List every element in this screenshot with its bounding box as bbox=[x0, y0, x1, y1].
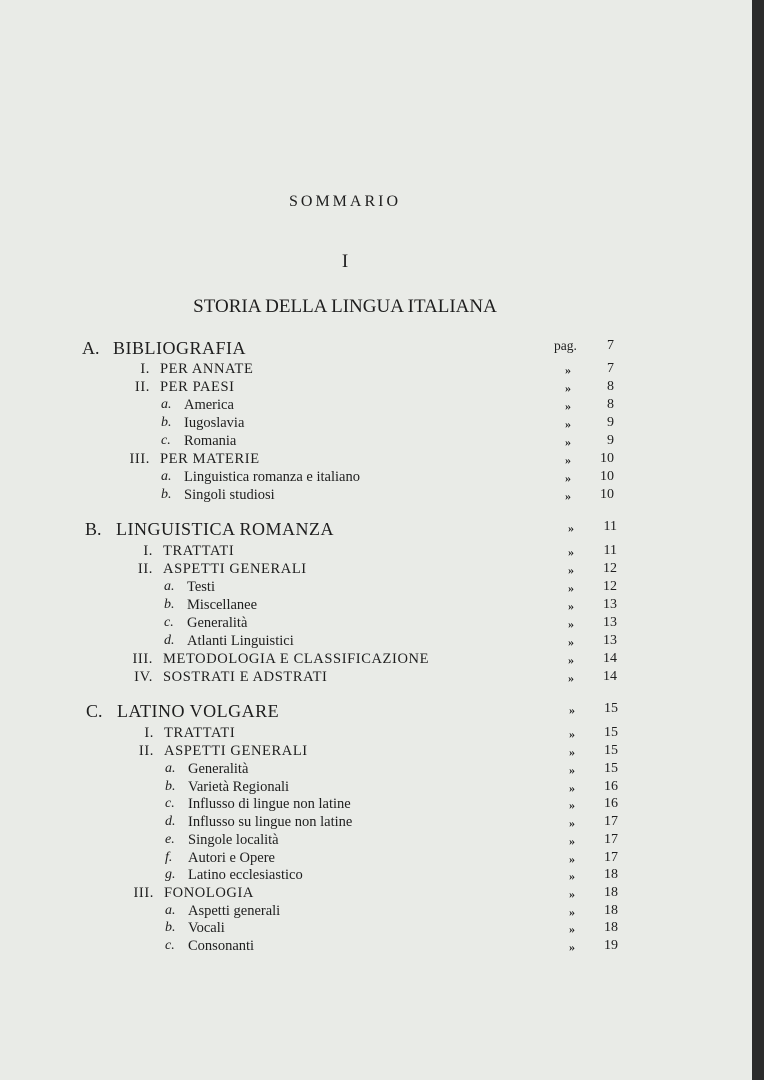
sommario-heading: SOMMARIO bbox=[288, 193, 401, 210]
section-letter: C. bbox=[86, 701, 103, 721]
subsection-numeral: I. bbox=[143, 543, 153, 559]
subsection-row bbox=[0, 451, 752, 471]
item-letter: a. bbox=[165, 761, 176, 776]
ditto-mark: » bbox=[568, 581, 574, 595]
page-number: 9 bbox=[607, 433, 614, 448]
page-number: 9 bbox=[607, 415, 614, 430]
item-letter: b. bbox=[164, 597, 175, 612]
page-number: 14 bbox=[603, 669, 617, 684]
subsection-title: SOSTRATI E ADSTRATI bbox=[163, 669, 328, 685]
item-title: Consonanti bbox=[188, 938, 255, 954]
section-title: LINGUISTICA ROMANZA bbox=[116, 519, 334, 539]
page-number: 7 bbox=[607, 338, 614, 353]
subsection-numeral: II. bbox=[134, 379, 150, 395]
ditto-mark: » bbox=[568, 635, 574, 649]
subsection-numeral: II. bbox=[138, 743, 154, 759]
item-title: Singoli studiosi bbox=[184, 487, 275, 503]
ditto-mark: » bbox=[569, 922, 575, 936]
subsection-title: TRATTATI bbox=[163, 543, 235, 559]
item-letter: a. bbox=[164, 579, 175, 594]
ditto-mark: » bbox=[569, 905, 575, 919]
subsection-numeral: III. bbox=[132, 651, 153, 667]
subsection-row bbox=[0, 543, 752, 563]
ditto-mark: » bbox=[569, 852, 575, 866]
page-number: 12 bbox=[603, 579, 617, 594]
item-letter: a. bbox=[161, 397, 172, 412]
item-letter: a. bbox=[161, 469, 172, 484]
page-number: 11 bbox=[603, 519, 617, 534]
ditto-mark: » bbox=[565, 399, 571, 413]
subsection-row bbox=[0, 561, 752, 581]
page-number: 8 bbox=[607, 397, 614, 412]
ditto-mark: » bbox=[568, 521, 574, 535]
page-number: 17 bbox=[604, 814, 618, 829]
subsection-numeral: III. bbox=[133, 885, 154, 901]
page-number: 13 bbox=[603, 597, 617, 612]
section-title: BIBLIOGRAFIA bbox=[113, 338, 247, 358]
ditto-mark: » bbox=[568, 563, 574, 577]
item-letter: c. bbox=[161, 433, 171, 448]
item-title: Generalità bbox=[188, 761, 249, 777]
subsection-title: TRATTATI bbox=[164, 725, 236, 741]
item-title: Romania bbox=[184, 433, 237, 449]
ditto-mark: » bbox=[568, 599, 574, 613]
item-letter: a. bbox=[165, 903, 176, 918]
page-edge-shadow bbox=[752, 0, 764, 1080]
item-title: Influsso di lingue non latine bbox=[188, 796, 351, 812]
item-row bbox=[0, 433, 752, 453]
ditto-mark: » bbox=[569, 887, 575, 901]
ditto-mark: » bbox=[565, 471, 571, 485]
page-number: 15 bbox=[604, 761, 618, 776]
item-title: Singole località bbox=[188, 832, 279, 848]
item-letter: d. bbox=[165, 814, 176, 829]
subsection-title: FONOLOGIA bbox=[164, 885, 254, 901]
item-row bbox=[0, 469, 752, 489]
subsection-row bbox=[0, 651, 752, 671]
ditto-mark: » bbox=[565, 435, 571, 449]
subsection-row bbox=[0, 361, 752, 381]
item-row bbox=[0, 814, 752, 834]
page-number: 19 bbox=[604, 938, 618, 953]
subsection-title: PER MATERIE bbox=[160, 451, 260, 467]
item-title: Autori e Opere bbox=[188, 850, 275, 866]
item-row bbox=[0, 796, 752, 816]
page-number: 12 bbox=[603, 561, 617, 576]
ditto-mark: » bbox=[569, 798, 575, 812]
page-number: 7 bbox=[607, 361, 614, 376]
subsection-row bbox=[0, 379, 752, 399]
page-number: 18 bbox=[604, 920, 618, 935]
item-letter: b. bbox=[161, 487, 172, 502]
subsection-numeral: III. bbox=[129, 451, 150, 467]
item-title: Vocali bbox=[188, 920, 225, 936]
page-number: 13 bbox=[603, 633, 617, 648]
item-title: America bbox=[184, 397, 234, 413]
item-letter: b. bbox=[165, 779, 176, 794]
page-number: 10 bbox=[600, 487, 614, 502]
item-row bbox=[0, 633, 752, 653]
page-number: 11 bbox=[603, 543, 617, 558]
ditto-mark: » bbox=[565, 489, 571, 503]
page-number: 17 bbox=[604, 850, 618, 865]
section-row bbox=[0, 701, 752, 721]
item-row bbox=[0, 487, 752, 507]
section-title: LATINO VOLGARE bbox=[117, 701, 280, 721]
section-letter: A. bbox=[82, 338, 100, 358]
item-letter: b. bbox=[161, 415, 172, 430]
item-letter: f. bbox=[165, 850, 173, 865]
item-title: Latino ecclesiastico bbox=[188, 867, 303, 883]
item-letter: b. bbox=[165, 920, 176, 935]
section-row bbox=[0, 338, 752, 358]
subsection-row bbox=[0, 885, 752, 905]
section-row bbox=[0, 519, 752, 539]
page-number: 15 bbox=[604, 701, 618, 716]
ditto-mark: » bbox=[565, 417, 571, 431]
item-letter: g. bbox=[165, 867, 176, 882]
subsection-row bbox=[0, 743, 752, 763]
subsection-numeral: I. bbox=[140, 361, 150, 377]
item-row bbox=[0, 415, 752, 435]
subsection-row bbox=[0, 725, 752, 745]
subsection-title: METODOLOGIA E CLASSIFICAZIONE bbox=[163, 651, 430, 667]
ditto-mark: » bbox=[569, 727, 575, 741]
item-row bbox=[0, 615, 752, 635]
ditto-mark: » bbox=[569, 834, 575, 848]
ditto-mark: » bbox=[569, 763, 575, 777]
page-number: 10 bbox=[600, 451, 614, 466]
ditto-mark: » bbox=[569, 816, 575, 830]
page-label: pag. bbox=[554, 338, 577, 353]
page-number: 14 bbox=[603, 651, 617, 666]
subsection-numeral: II. bbox=[137, 561, 153, 577]
page-number: 18 bbox=[604, 885, 618, 900]
ditto-mark: » bbox=[568, 671, 574, 685]
page-number: 15 bbox=[604, 743, 618, 758]
item-row bbox=[0, 597, 752, 617]
ditto-mark: » bbox=[569, 869, 575, 883]
subsection-title: ASPETTI GENERALI bbox=[164, 743, 308, 759]
subsection-title: PER ANNATE bbox=[160, 361, 254, 377]
subsection-row bbox=[0, 669, 752, 689]
ditto-mark: » bbox=[565, 363, 571, 377]
item-row bbox=[0, 938, 752, 958]
ditto-mark: » bbox=[568, 545, 574, 559]
ditto-mark: » bbox=[569, 703, 575, 717]
item-title: Atlanti Linguistici bbox=[187, 633, 294, 649]
page-number: 18 bbox=[604, 867, 618, 882]
subsection-numeral: IV. bbox=[134, 669, 153, 685]
ditto-mark: » bbox=[568, 617, 574, 631]
part-title: STORIA DELLA LINGUA ITALIANA bbox=[193, 296, 497, 317]
item-title: Influsso su lingue non latine bbox=[188, 814, 353, 830]
page-number: 16 bbox=[604, 779, 618, 794]
item-letter: c. bbox=[164, 615, 174, 630]
item-letter: d. bbox=[164, 633, 175, 648]
ditto-mark: » bbox=[568, 653, 574, 667]
page-number: 13 bbox=[603, 615, 617, 630]
ditto-mark: » bbox=[569, 745, 575, 759]
subsection-title: ASPETTI GENERALI bbox=[163, 561, 307, 577]
ditto-mark: » bbox=[569, 781, 575, 795]
item-row bbox=[0, 579, 752, 599]
subsection-numeral: I. bbox=[144, 725, 154, 741]
item-title: Aspetti generali bbox=[188, 903, 281, 919]
page-number: 18 bbox=[604, 903, 618, 918]
ditto-mark: » bbox=[569, 940, 575, 954]
page-number: 8 bbox=[607, 379, 614, 394]
page-number: 10 bbox=[600, 469, 614, 484]
ditto-mark: » bbox=[565, 381, 571, 395]
item-row bbox=[0, 761, 752, 781]
item-letter: c. bbox=[165, 938, 175, 953]
item-title: Varietà Regionali bbox=[188, 779, 290, 795]
item-title: Testi bbox=[187, 579, 215, 595]
item-title: Linguistica romanza e italiano bbox=[184, 469, 360, 485]
item-title: Iugoslavia bbox=[184, 415, 245, 431]
item-row bbox=[0, 832, 752, 852]
subsection-title: PER PAESI bbox=[160, 379, 235, 395]
item-row bbox=[0, 397, 752, 417]
item-title: Miscellanee bbox=[187, 597, 258, 613]
item-letter: c. bbox=[165, 796, 175, 811]
page-number: 15 bbox=[604, 725, 618, 740]
item-row bbox=[0, 867, 752, 887]
part-numeral: I bbox=[341, 251, 349, 272]
item-title: Generalità bbox=[187, 615, 248, 631]
section-letter: B. bbox=[85, 519, 102, 539]
page-number: 16 bbox=[604, 796, 618, 811]
ditto-mark: » bbox=[565, 453, 571, 467]
item-letter: e. bbox=[165, 832, 175, 847]
page-number: 17 bbox=[604, 832, 618, 847]
item-row bbox=[0, 920, 752, 940]
